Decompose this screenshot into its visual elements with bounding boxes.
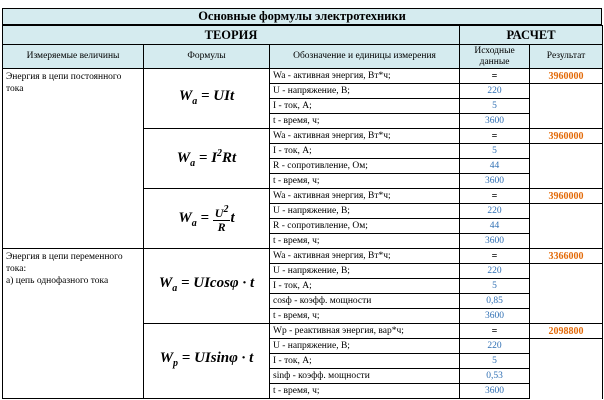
input-cell[interactable]: =	[460, 189, 530, 204]
header-calc[interactable]: РАСЧЕТ	[460, 26, 603, 45]
input-cell[interactable]: 3600	[460, 174, 530, 189]
desc-cell[interactable]: R - сопротивление, Ом;	[270, 219, 460, 234]
result-empty[interactable]	[530, 339, 603, 399]
sheet-title[interactable]: Основные формулы электротехники	[2, 8, 602, 25]
input-cell[interactable]: 3600	[460, 234, 530, 249]
header-theory[interactable]: ТЕОРИЯ	[3, 26, 460, 45]
formula-2-rest: Rt	[222, 150, 237, 166]
input-cell[interactable]: 220	[460, 204, 530, 219]
section-ac-sublabel: а) цепь однофазного тока	[6, 276, 109, 286]
formula-2-current: I	[211, 150, 218, 166]
desc-cell[interactable]: U - напряжение, В;	[270, 204, 460, 219]
desc-cell[interactable]: t - время, ч;	[270, 234, 460, 249]
desc-cell[interactable]: Wp - реактивная энергия, вар*ч;	[270, 324, 460, 339]
formula-4-sub: a	[172, 283, 178, 294]
formula-1[interactable]: $W_a$ = UIt	[144, 69, 270, 129]
formula-5-rhs: UIsinφ · t	[194, 350, 254, 366]
formula-2-sup: 2	[217, 148, 223, 159]
formula-5-lhs: W	[159, 350, 174, 366]
desc-cell[interactable]: U - напряжение, В;	[270, 84, 460, 99]
header-measured[interactable]: Измеряемые величины	[3, 45, 144, 69]
desc-cell[interactable]: sinф - коэфф. мощности	[270, 369, 460, 384]
input-cell[interactable]: 5	[460, 354, 530, 369]
result-cell[interactable]: 3366000	[530, 249, 603, 264]
formula-1-lhs: W	[178, 87, 193, 104]
desc-cell[interactable]: I - ток, А;	[270, 354, 460, 369]
input-cell[interactable]: =	[460, 69, 530, 84]
desc-cell[interactable]: Wa - активная энергия, Вт*ч;	[270, 249, 460, 264]
desc-cell[interactable]: cosф - коэфф. мощности	[270, 294, 460, 309]
result-cell[interactable]: 2098800	[530, 324, 603, 339]
result-cell[interactable]: 3960000	[530, 129, 603, 144]
formula-3-sub: a	[191, 217, 197, 229]
formula-table	[2, 25, 603, 399]
desc-cell[interactable]: I - ток, А;	[270, 99, 460, 114]
formula-2-lhs: W	[176, 150, 191, 166]
input-cell[interactable]: 3600	[460, 114, 530, 129]
desc-cell[interactable]: I - ток, А;	[270, 144, 460, 159]
formula-5[interactable]: $W_p = UIsin\varphi \cdot t$	[144, 324, 270, 399]
input-cell[interactable]: =	[460, 129, 530, 144]
input-cell[interactable]: =	[460, 324, 530, 339]
formula-5-sub: p	[173, 358, 179, 369]
input-cell[interactable]: 220	[460, 264, 530, 279]
result-cell[interactable]: 3960000	[530, 189, 603, 204]
input-cell[interactable]: 3600	[460, 309, 530, 324]
input-cell[interactable]: 5	[460, 279, 530, 294]
input-cell[interactable]: 0,85	[460, 294, 530, 309]
desc-cell[interactable]: U - напряжение, В;	[270, 264, 460, 279]
section-ac-label: Энергия в цепи переменного тока:	[6, 252, 123, 274]
input-cell[interactable]: 0,53	[460, 369, 530, 384]
desc-cell[interactable]: Wa - активная энергия, Вт*ч;	[270, 69, 460, 84]
desc-cell[interactable]: t - время, ч;	[270, 114, 460, 129]
formula-3-denominator: R	[217, 220, 226, 234]
section-ac[interactable]	[3, 249, 144, 399]
formula-4-lhs: W	[158, 275, 173, 291]
formula-1-sub: a	[192, 95, 198, 107]
formula-3-numerator-sup: 2	[223, 204, 229, 215]
header-units[interactable]: Обозначение и единицы измерения	[270, 45, 460, 69]
input-cell[interactable]: =	[460, 249, 530, 264]
formula-1-rhs: UIt	[213, 87, 235, 104]
result-cell[interactable]: 3960000	[530, 69, 603, 84]
result-empty[interactable]	[530, 264, 603, 324]
formula-4-rhs: UIcosφ · t	[193, 275, 255, 291]
formula-2-sub: a	[190, 158, 196, 169]
desc-cell[interactable]: t - время, ч;	[270, 309, 460, 324]
formula-3-fraction	[213, 203, 231, 234]
result-empty[interactable]	[530, 204, 603, 249]
result-empty[interactable]	[530, 144, 603, 189]
input-cell[interactable]: 220	[460, 339, 530, 354]
input-cell[interactable]: 5	[460, 99, 530, 114]
header-result[interactable]: Результат	[530, 45, 603, 69]
desc-cell[interactable]: I - ток, А;	[270, 279, 460, 294]
result-empty[interactable]	[530, 84, 603, 129]
desc-cell[interactable]: t - время, ч;	[270, 174, 460, 189]
section-dc[interactable]	[3, 69, 144, 249]
formula-4[interactable]: $W_a = UIcos\varphi \cdot t$	[144, 249, 270, 324]
formula-3-numerator: U	[214, 206, 224, 220]
desc-cell[interactable]: t - время, ч;	[270, 384, 460, 399]
desc-cell[interactable]: R - сопротивление, Ом;	[270, 159, 460, 174]
input-cell[interactable]: 220	[460, 84, 530, 99]
formula-3-tail: t	[230, 209, 235, 226]
formula-3[interactable]: $W_a$ = $\frac{U^2}{R}$ t	[144, 189, 270, 249]
desc-cell[interactable]: Wa - активная энергия, Вт*ч;	[270, 129, 460, 144]
formula-2[interactable]: $W_a = I^2Rt$	[144, 129, 270, 189]
input-cell[interactable]: 44	[460, 159, 530, 174]
header-input[interactable]: Исходные данные	[460, 45, 530, 69]
input-cell[interactable]: 5	[460, 144, 530, 159]
section-dc-label: Энергия в цепи постоянного тока	[6, 72, 122, 94]
desc-cell[interactable]: U - напряжение, В;	[270, 339, 460, 354]
desc-cell[interactable]: Wa - активная энергия, Вт*ч;	[270, 189, 460, 204]
input-cell[interactable]: 44	[460, 219, 530, 234]
formula-3-lhs: W	[178, 209, 192, 226]
input-cell[interactable]: 3600	[460, 384, 530, 399]
header-formulas[interactable]: Формулы	[144, 45, 270, 69]
